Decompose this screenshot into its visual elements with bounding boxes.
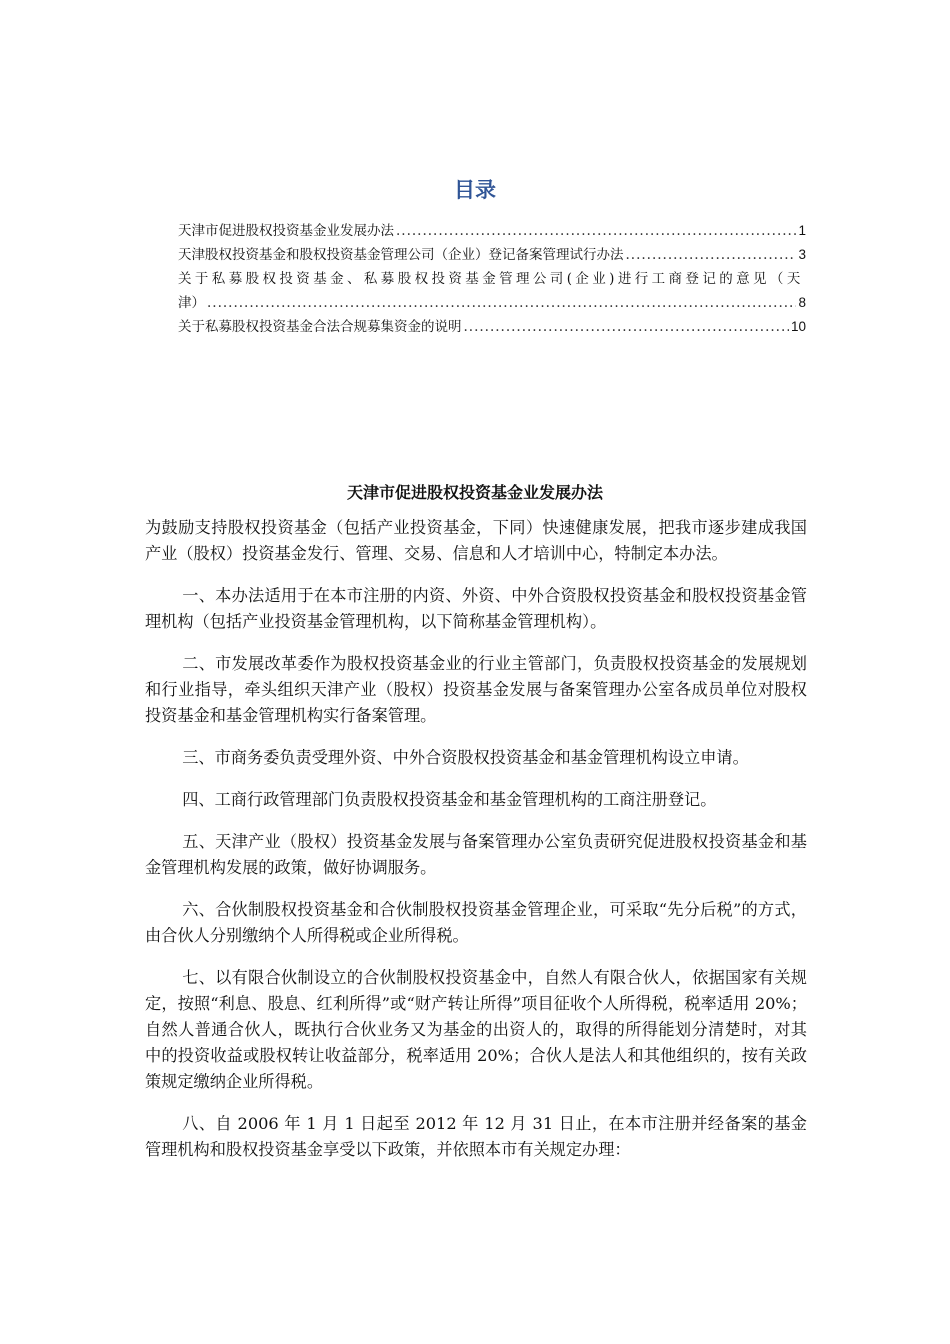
toc-leader-dots [207, 295, 796, 311]
toc-entry-page: 3 [798, 247, 806, 262]
paragraph-article-4: 四、工商行政管理部门负责股权投资基金和基金管理机构的工商注册登记。 [182, 790, 717, 809]
paragraph-article-3: 三、市商务委负责受理外资、中外合资股权投资基金和基金管理机构设立申请。 [182, 748, 749, 767]
toc-entry-3[interactable] [178, 267, 806, 315]
toc-entry-page: 1 [798, 223, 806, 238]
toc-entry-2[interactable] [178, 243, 806, 267]
toc-leader-dots [396, 223, 796, 239]
toc-leader-dots [464, 319, 789, 335]
toc-entry-text-line2: 津） [178, 295, 205, 311]
paragraph-article-1: 一、本办法适用于在本市注册的内资、外资、中外合资股权投资基金和股权投资基金管理机构（包括产业投资基金管理机构，以下简称基金管理机构）。 [145, 586, 807, 631]
toc-entry-1[interactable] [178, 219, 806, 243]
toc-entry-4[interactable] [178, 315, 806, 339]
toc-entry-text: 关于私募股权投资基金合法合规募集资金的说明 [178, 319, 462, 335]
table-of-contents [178, 219, 806, 339]
paragraph-article-8: 八、自 2006 年 1 月 1 日起至 2012 年 12 月 31 日止，在本市注册并经备案的基金管理机构和股权投资基金享受以下政策，并依照本市有关规定办理： [145, 1114, 807, 1159]
paragraph-article-5: 五、天津产业（股权）投资基金发展与备案管理办公室负责研究促进股权投资基金和基金管理机构发展的政策，做好协调服务。 [145, 832, 807, 877]
paragraph-article-2: 二、市发展改革委作为股权投资基金业的行业主管部门，负责股权投资基金的发展规划和行业指导，牵头组织天津产业（股权）投资基金发展与备案管理办公室各成员单位对股权投资基金和基金管理机构实行备案管理。 [145, 654, 807, 725]
toc-entry-page: 8 [798, 295, 806, 310]
toc-title: 目录 [454, 178, 496, 202]
paragraph-article-6: 六、合伙制股权投资基金和合伙制股权投资基金管理企业，可采取“先分后税”的方式，由合伙人分别缴纳个人所得税或企业所得税。 [145, 900, 807, 945]
paragraph-preamble: 为鼓励支持股权投资基金（包括产业投资基金，下同）快速健康发展，把我市逐步建成我国产业（股权）投资基金发行、管理、交易、信息和人才培训中心，特制定本办法。 [145, 518, 807, 563]
document-body [145, 515, 807, 1179]
toc-entry-text: 天津股权投资基金和股权投资基金管理公司（企业）登记备案管理试行办法 [178, 247, 624, 263]
toc-leader-dots [626, 247, 797, 263]
toc-entry-text: 天津市促进股权投资基金业发展办法 [178, 223, 394, 239]
toc-entry-page: 10 [790, 319, 806, 334]
paragraph-article-7: 七、以有限合伙制设立的合伙制股权投资基金中，自然人有限合伙人，依据国家有关规定，按照“利息、股息、红利所得”或“财产转让所得”项目征收个人所得税，税率适用 20%；自然人普通合伙人，既执行合伙业务又为基金的出资人的，取得的所得能划分清楚时，对其中的投资收益或股权转让收益部分，税率适用 20%；合伙人是法人和其他组织的，按有关政策规定缴纳企业所得税。 [145, 968, 807, 1091]
toc-entry-text-line1: 关于私募股权投资基金、私募股权投资基金管理公司(企业)进行工商登记的意见（天 [178, 271, 804, 287]
document-title: 天津市促进股权投资基金业发展办法 [346, 483, 603, 502]
